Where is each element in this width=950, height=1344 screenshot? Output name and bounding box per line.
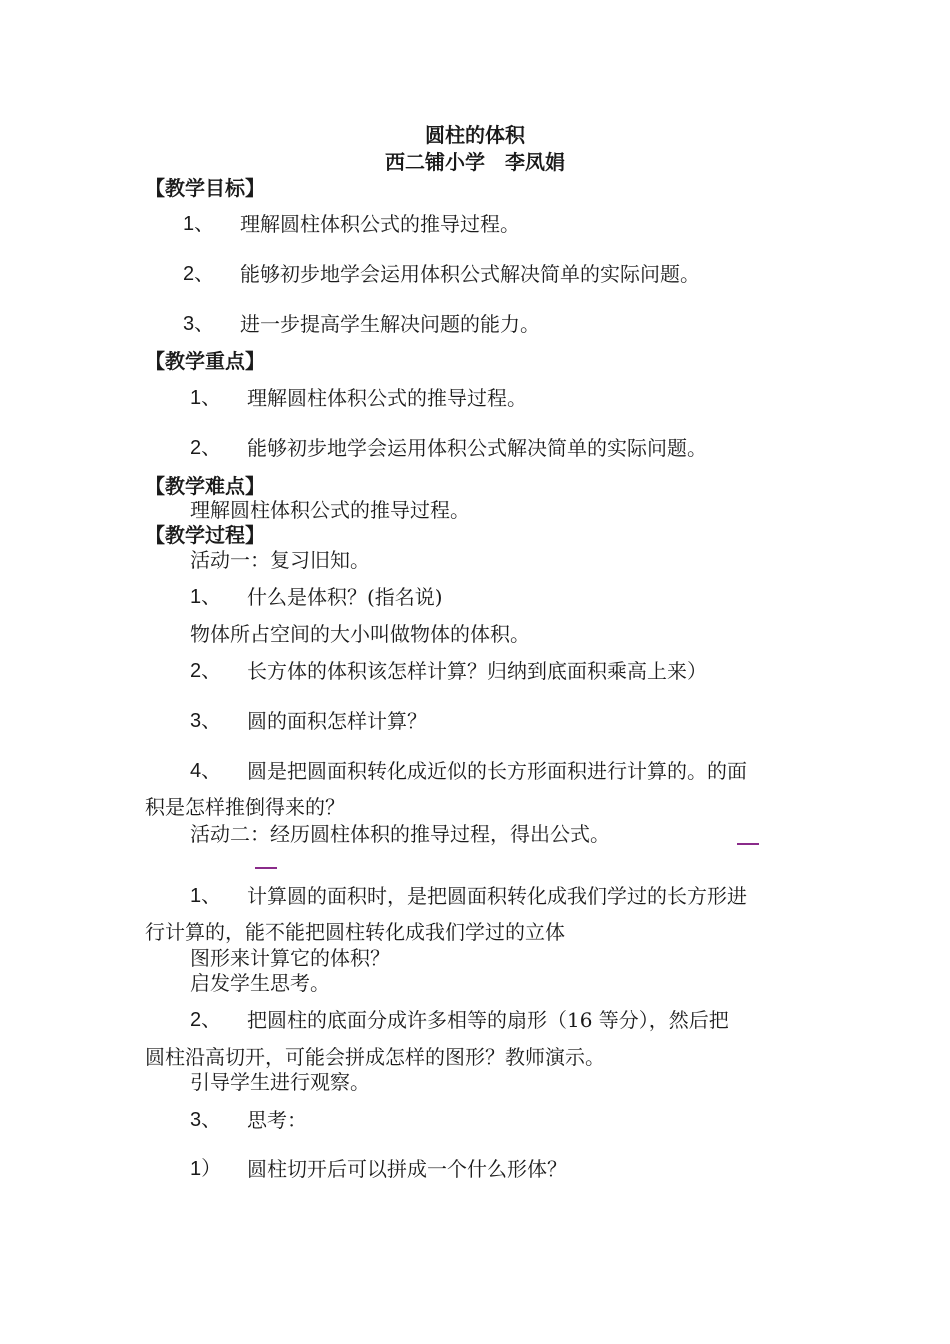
key-point-1-text: 理解圆柱体积公式的推导过程。 <box>247 386 527 410</box>
goal-3-text: 进一步提高学生解决问题的能力。 <box>240 312 540 336</box>
key-point-2-number: 2、 <box>190 437 222 459</box>
process-heading: 【教学过程】 <box>145 523 265 547</box>
a2-item-2-number: 2、 <box>190 1009 222 1031</box>
a2-sub-1-number: 1） <box>190 1158 222 1180</box>
edit-mark <box>255 867 277 869</box>
a1-item-3-text: 圆的面积怎样计算？ <box>247 709 427 733</box>
key-points-heading: 【教学重点】 <box>145 349 265 373</box>
difficulty-heading: 【教学难点】 <box>145 474 265 498</box>
key-point-1-number: 1、 <box>190 387 222 409</box>
a2-item-2-text: 把圆柱的底面分成许多相等的扇形（16 等分），然后把 <box>247 1008 729 1032</box>
difficulty-text: 理解圆柱体积公式的推导过程。 <box>190 498 470 522</box>
a2-item-1-continuation: 行计算的，能不能把圆柱转化成我们学过的立体 <box>145 920 565 944</box>
a2-sub-1-text: 圆柱切开后可以拼成一个什么形体？ <box>247 1157 567 1181</box>
a1-item-2-number: 2、 <box>190 660 222 682</box>
a2-item-2-continuation: 圆柱沿高切开，可能会拼成怎样的图形？教师演示。 <box>145 1045 605 1069</box>
a1-item-4-text: 圆是把圆面积转化成近似的长方形面积进行计算的。的面 <box>247 759 747 783</box>
a2-item-3-number: 3、 <box>190 1109 222 1131</box>
doc-subtitle: 西二铺小学 李凤娟 <box>385 150 565 174</box>
a2-item-3-text: 思考： <box>247 1108 307 1132</box>
a1-item-3-number: 3、 <box>190 710 222 732</box>
a1-item-4-continuation: 积是怎样推倒得来的？ <box>145 795 345 819</box>
edit-mark <box>737 843 759 845</box>
a1-item-2-text: 长方体的体积该怎样计算？归纳到底面积乘高上来） <box>247 659 707 683</box>
goal-3-number: 3、 <box>183 313 215 335</box>
goal-1-text: 理解圆柱体积公式的推导过程。 <box>240 212 520 236</box>
activity-1-title: 活动一：复习旧知。 <box>190 548 370 572</box>
goal-1-number: 1、 <box>183 213 215 235</box>
doc-title: 圆柱的体积 <box>425 123 525 147</box>
goal-2-text: 能够初步地学会运用体积公式解决简单的实际问题。 <box>240 262 700 286</box>
a2-note-1: 启发学生思考。 <box>190 971 330 995</box>
a1-item-1-number: 1、 <box>190 586 222 608</box>
goal-2-number: 2、 <box>183 263 215 285</box>
a1-item-4-number: 4、 <box>190 760 222 782</box>
a1-answer: 物体所占空间的大小叫做物体的体积。 <box>190 622 530 646</box>
a2-item-1-text: 计算圆的面积时，是把圆面积转化成我们学过的长方形进 <box>247 884 747 908</box>
activity-2-title: 活动二：经历圆柱体积的推导过程，得出公式。 <box>190 822 610 846</box>
a1-item-1-text: 什么是体积？(指名说) <box>247 585 443 609</box>
a2-item-1-number: 1、 <box>190 885 222 907</box>
a2-item-1-continuation-2: 图形来计算它的体积？ <box>190 946 390 970</box>
a2-note-2: 引导学生进行观察。 <box>190 1070 370 1094</box>
goals-heading: 【教学目标】 <box>145 176 265 200</box>
key-point-2-text: 能够初步地学会运用体积公式解决简单的实际问题。 <box>247 436 707 460</box>
